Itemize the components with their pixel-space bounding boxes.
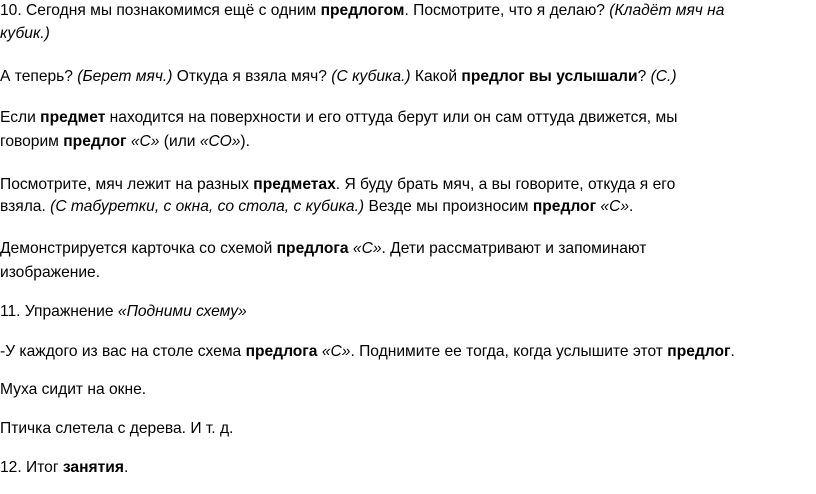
text: Муха сидит на окне.: [0, 381, 147, 398]
bold-text: предлог: [532, 198, 597, 215]
paragraph-line: [0, 24, 50, 44]
text: говорим: [0, 133, 64, 150]
text: Если: [0, 109, 41, 126]
text: Птичка слетела с дерева. И т. д.: [0, 420, 234, 437]
text: взяла.: [0, 198, 51, 215]
text: -У каждого из вас на столе схема: [0, 343, 246, 360]
italic-text: (С кубика.): [331, 68, 411, 85]
paragraph-line: [0, 302, 247, 322]
text: Откуда я взяла мяч?: [172, 68, 332, 85]
bold-text: предлог вы услышали: [461, 68, 638, 85]
italic-text: «С»: [596, 198, 630, 215]
text: 11. Упражнение: [0, 303, 118, 320]
italic-text: «С»: [317, 343, 351, 360]
bold-text: предлога: [276, 240, 349, 257]
italic-text: (С.): [650, 68, 677, 85]
italic-text: кубик.): [0, 25, 50, 42]
text: . Посмотрите, что я делаю?: [404, 2, 610, 19]
paragraph-line: [0, 1, 724, 21]
paragraph-line: [0, 458, 128, 478]
text: Везде мы произносим: [364, 198, 533, 215]
text: 10. Сегодня мы познакомимся ещё с одним: [0, 2, 321, 19]
italic-text: «С»: [126, 133, 160, 150]
bold-text: предлог: [63, 133, 127, 150]
italic-text: (Берет мяч.): [77, 68, 173, 85]
paragraph-line: [0, 380, 146, 400]
paragraph-line: [0, 419, 233, 439]
paragraph-line: [0, 108, 677, 128]
text: ?: [637, 68, 651, 85]
bold-text: предмет: [40, 109, 106, 126]
text: Демонстрируется карточка со схемой: [0, 240, 277, 257]
bold-text: предметах: [253, 176, 336, 193]
bold-text: занятия: [62, 459, 124, 476]
text: (или: [159, 133, 200, 150]
text: Посмотрите, мяч лежит на разных: [0, 176, 254, 193]
text: .: [629, 198, 634, 215]
bold-text: предлогом: [320, 2, 405, 19]
text: Какой: [410, 68, 462, 85]
paragraph-line: [0, 132, 250, 152]
text: . Дети рассматривают и запоминают: [381, 240, 647, 257]
bold-text: предлога: [245, 343, 318, 360]
text: ).: [240, 133, 250, 150]
text: А теперь?: [0, 68, 78, 85]
text: 12. Итог: [0, 459, 63, 476]
paragraph-line: [0, 263, 100, 283]
text: находится на поверхности и его оттуда берут или он сам оттуда движется, мы: [105, 109, 678, 126]
italic-text: «Подними схему»: [117, 303, 247, 320]
italic-text: (С табуретки, с окна, со стола, с кубика.): [50, 198, 365, 215]
text: . Я буду брать мяч, а вы говорите, откуда я его: [335, 176, 676, 193]
text: .: [123, 459, 129, 476]
text: .: [730, 343, 735, 360]
italic-text: «СО»: [199, 133, 241, 150]
bold-text: предлог: [667, 343, 731, 360]
paragraph-line: [0, 67, 677, 87]
paragraph-line: [0, 197, 633, 217]
paragraph-line: [0, 239, 646, 259]
text: . Поднимите ее тогда, когда услышите этот: [350, 343, 668, 360]
paragraph-line: [0, 175, 675, 195]
text: изображение.: [0, 264, 101, 281]
italic-text: «С»: [348, 240, 382, 257]
paragraph-line: [0, 342, 735, 362]
italic-text: (Кладёт мяч на: [609, 2, 725, 19]
